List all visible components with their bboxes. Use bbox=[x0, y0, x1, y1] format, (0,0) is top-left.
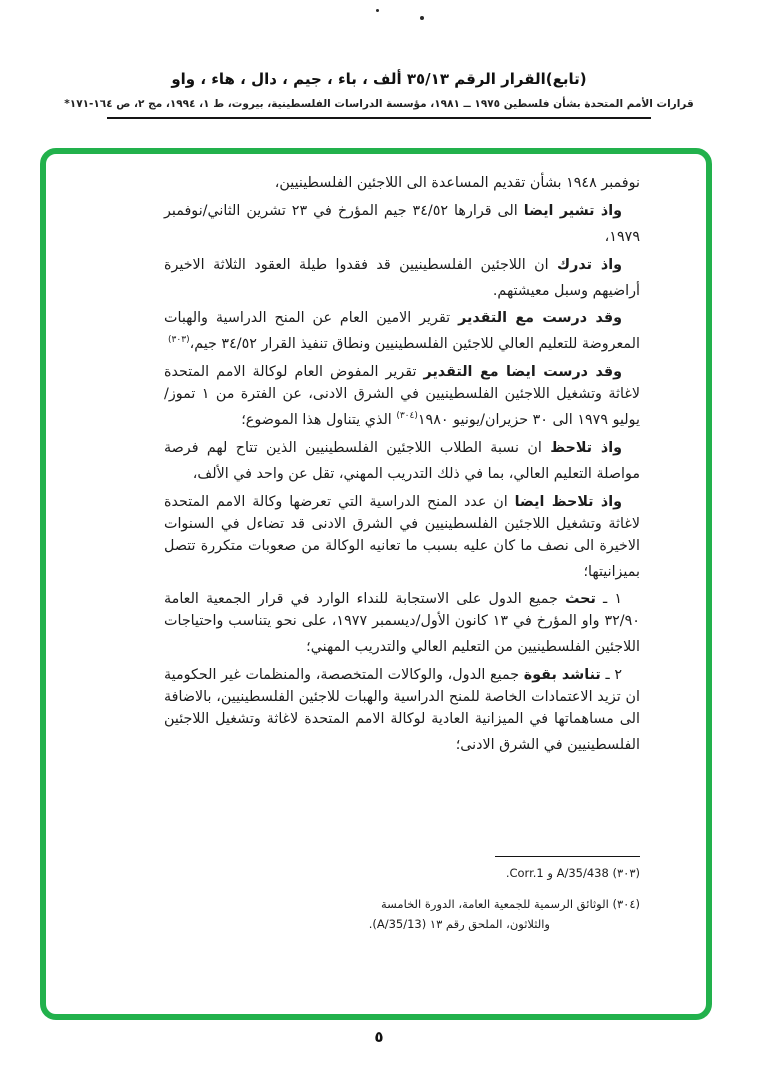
paragraph-text: تقرير المفوض العام لوكالة الامم المتحدة لاغاثة وتشغيل اللاجئين الفلسطينيين في الشرق الادنى، عن الفترة من ١ تموز/يوليو ١٩٧٩ الى ٣٠ حزيران/يونيو ١٩٨٠ bbox=[164, 364, 640, 428]
body-paragraph bbox=[164, 254, 640, 302]
paragraph-text: ان نسبة الطلاب اللاجئين الفلسطينيين الذين تتاح لهم فرصة مواصلة التعليم العالي، بما في ذلك التدريب المهني، تقل عن واحد في الألف، bbox=[164, 439, 640, 482]
paragraph-text: نوفمبر ١٩٤٨ بشأن تقديم المساعدة الى اللاجئين الفلسطينيين، bbox=[274, 174, 640, 191]
operative-paragraph bbox=[164, 664, 640, 756]
page-number: ٥ bbox=[374, 1028, 384, 1046]
paragraph-text: الى قرارها ٣٤/٥٢ جيم المؤرخ في ٢٣ تشرين الثاني/نوفمبر ١٩٧٩، bbox=[164, 202, 640, 245]
resolution-title: (تابع)القرار الرقم ٣٥/١٣ ألف ، باء ، جيم ، دال ، هاء ، واو bbox=[171, 70, 587, 88]
body-paragraph bbox=[164, 307, 640, 355]
footnote-rule bbox=[495, 856, 640, 857]
paragraph-text: جميع الدول، والوكالات المتخصصة، والمنظمات غير الحكومية ان تزيد الاعتمادات الخاصة للمنح الدراسية والهبات للاجئين الفلسطينيين، بالاضافة الى مساهماتها في الميزانية العادية لوكالة الامم المتحدة لاغاثة وتشغيل اللاجئين الفلسطينيين في الشرق الادنى؛ bbox=[164, 667, 640, 753]
body-paragraph bbox=[164, 361, 640, 431]
item-number: ٢ ـ bbox=[600, 667, 622, 684]
resolution-body bbox=[164, 168, 640, 762]
footnote bbox=[340, 863, 640, 883]
paragraph-lead: وقد درست مع التقدير bbox=[458, 310, 622, 327]
paragraph-lead: تناشد بقوة bbox=[523, 667, 601, 684]
paragraph-text: جميع الدول على الاستجابة للنداء الوارد في قرار الجمعية العامة ٣٢/٩٠ واو المؤرخ في ١٣ كانون الأول/ديسمبر ١٩٧٧، على نحو يتناسب واحتياجات اللاجئين الفلسطينيين من التعليم العالي والتدريب المهني؛ bbox=[164, 591, 640, 656]
scan-dot bbox=[376, 9, 379, 12]
body-paragraph bbox=[164, 491, 640, 583]
paragraph-text: ان عدد المنح الدراسية التي تعرضها وكالة الامم المتحدة لاغاثة وتشغيل اللاجئين الفلسطينيين في الشرق الادنى قد تضاءل في السنوات الاخيرة الى نصف ما كان عليه بسبب ما تعانيه الوكالة من صعوبات متكررة تتصل بميزانيتها؛ bbox=[164, 493, 640, 580]
body-paragraph bbox=[164, 200, 640, 248]
document-header bbox=[0, 70, 758, 119]
footnote-ref: (٣٠٣) bbox=[168, 335, 190, 346]
footnote-marker: (٣٠٤) bbox=[612, 897, 640, 911]
footnote-ref: (٣٠٤) bbox=[396, 411, 418, 422]
paragraph-lead: وقد درست ايضا مع التقدير bbox=[423, 364, 622, 381]
paragraph-lead: واذ تشير ايضا bbox=[523, 202, 623, 219]
footnotes-section bbox=[340, 856, 640, 945]
paragraph-lead: تحث bbox=[565, 591, 596, 608]
content-frame bbox=[40, 148, 712, 1020]
scan-dot bbox=[420, 16, 424, 20]
footnote bbox=[340, 894, 640, 934]
paragraph-lead: واذ تلاحظ bbox=[550, 439, 622, 456]
footnote-text: A/35/438 و Corr.1. bbox=[505, 866, 613, 880]
paragraph-text: تقرير الامين العام عن المنح الدراسية والهبات المعروضة للتعليم العالي للاجئين الفلسطينيين ونطاق تنفيذ القرار ٣٤/٥٢ جيم، bbox=[164, 310, 640, 353]
operative-paragraph bbox=[164, 588, 640, 658]
body-paragraph bbox=[164, 437, 640, 485]
paragraph-lead: واذ تلاحظ ايضا bbox=[514, 493, 622, 510]
body-paragraph bbox=[164, 168, 640, 194]
header-rule bbox=[107, 117, 651, 119]
item-number: ١ ـ bbox=[595, 591, 623, 608]
paragraph-lead: واذ تدرك bbox=[557, 256, 622, 273]
paragraph-text: ان اللاجئين الفلسطينيين قد فقدوا طيلة العقود الثلاثة الاخيرة أراضيهم وسبل معيشتهم. bbox=[164, 256, 640, 299]
paragraph-text: الذي يتناول هذا الموضوع؛ bbox=[241, 411, 397, 428]
footnote-text: الوثائق الرسمية للجمعية العامة، الدورة الخامسة والثلاثون، الملحق رقم ١٣ (A/35/13). bbox=[368, 897, 613, 931]
source-citation: قرارات الأمم المتحدة بشأن فلسطين ١٩٧٥ ــ ١٩٨١، مؤسسة الدراسات الفلسطينية، بيروت، ط ١، ١٩٩٤، مج ٢، ص ١٦٤-١٧١* bbox=[64, 98, 694, 110]
footnote-marker: (٣٠٣) bbox=[612, 866, 640, 880]
